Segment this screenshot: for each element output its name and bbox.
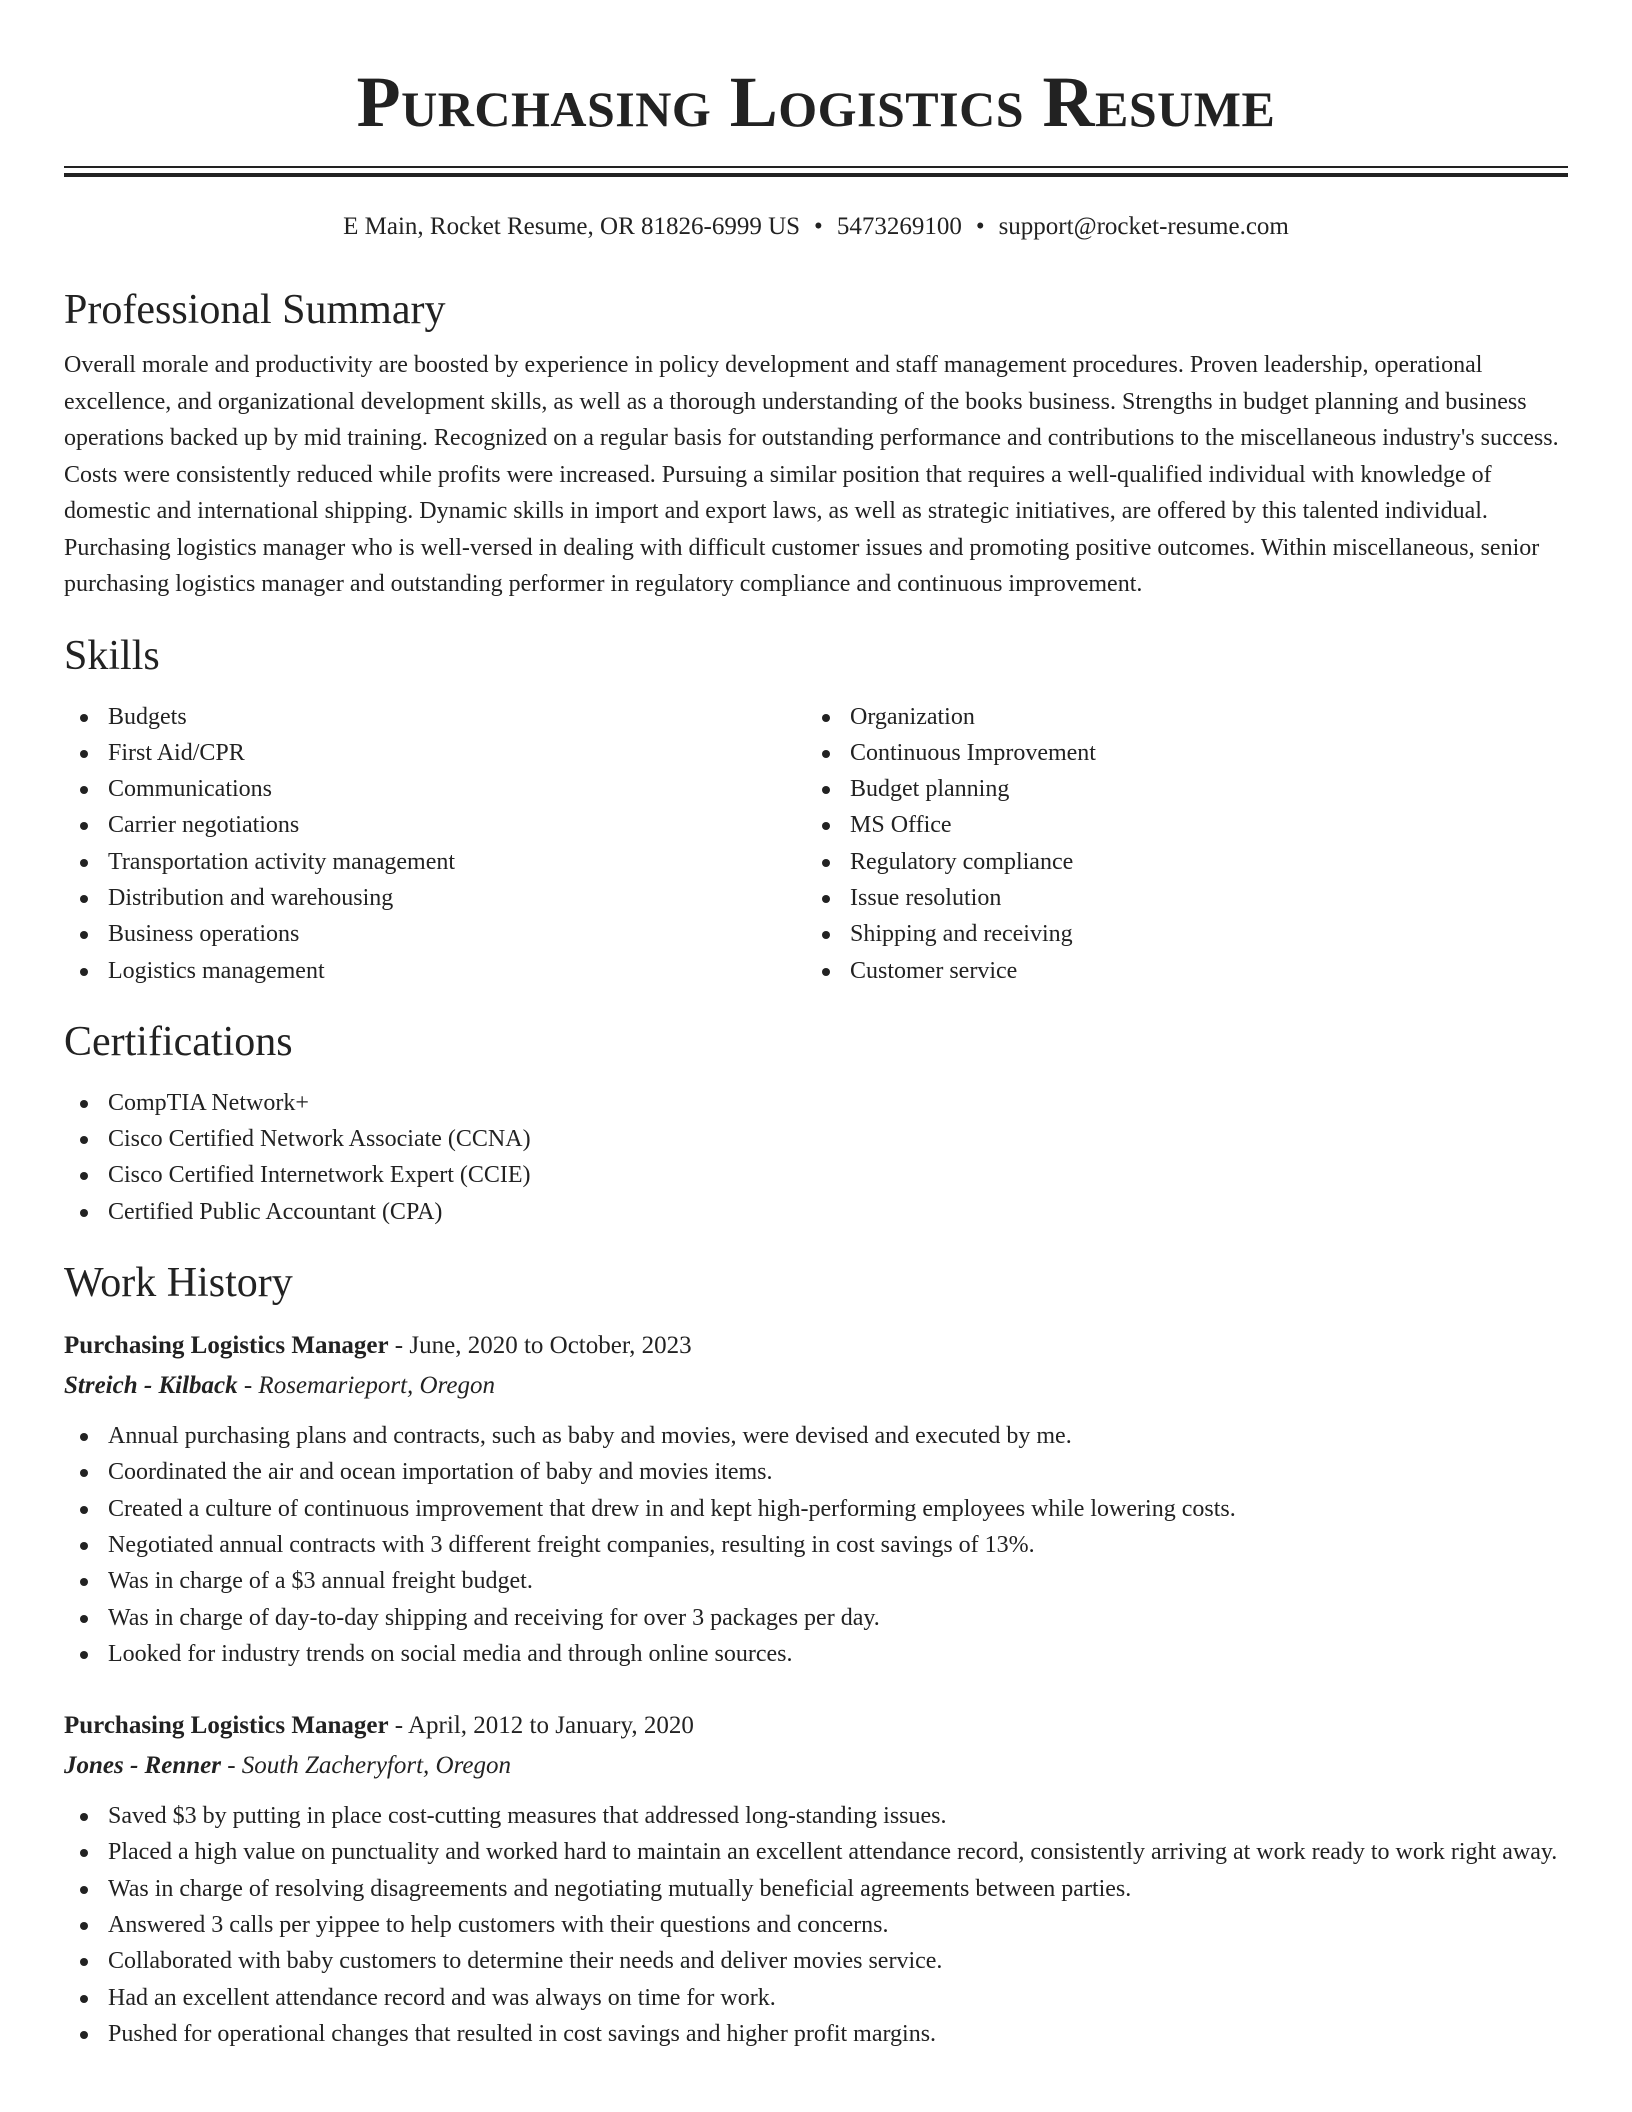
professional-summary-section (64, 285, 1568, 603)
job-bullets (64, 1798, 1568, 2052)
skill-item: Organization (806, 699, 1548, 735)
job-bullet: Pushed for operational changes that resulted in cost savings and higher profit margins. (64, 2016, 1568, 2052)
skill-item: Logistics management (64, 953, 806, 989)
resume-page (64, 0, 1568, 2052)
certification-item: CompTIA Network+ (64, 1085, 1568, 1121)
job-bullet: Looked for industry trends on social media and through online sources. (64, 1636, 1568, 1672)
skill-item: Shipping and receiving (806, 916, 1548, 952)
job-company-line (64, 1746, 1568, 1786)
job-dates: - April, 2012 to January, 2020 (388, 1712, 694, 1740)
certification-item: Cisco Certified Internetwork Expert (CCIE) (64, 1157, 1568, 1193)
job-bullet: Answered 3 calls per yippee to help customers with their questions and concerns. (64, 1907, 1568, 1943)
contact-phone: 5473269100 (836, 213, 962, 240)
job-location: - Rosemarieport, Oregon (237, 1372, 495, 1400)
skill-item: First Aid/CPR (64, 735, 806, 771)
contact-email: support@rocket-resume.com (998, 213, 1289, 240)
job-bullet: Created a culture of continuous improvement that drew in and kept high-performing employees while lowering costs. (64, 1491, 1568, 1527)
summary-text: Overall morale and productivity are boosted by experience in policy development and staff management procedures. Proven leadership, operational excellence, and organizational development skills, as well as a thorough understanding of the books business. Strengths in budget planning and business operations backed up by mid training. Recognized on a regular basis for outstanding performance and contributions to the miscellaneous industry's success. Costs were consistently reduced while profits were increased. Pursuing a similar position that requires a well-qualified individual with knowledge of domestic and international shipping. Dynamic skills in import and export laws, as well as strategic initiatives, are offered by this talented individual. Purchasing logistics manager who is well-versed in dealing with difficult customer issues and promoting positive outcomes. Within miscellaneous, senior purchasing logistics manager and outstanding performer in regulatory compliance and continuous improvement. (64, 352, 1559, 597)
job-bullet: Was in charge of day-to-day shipping and receiving for over 3 packages per day. (64, 1600, 1568, 1636)
section-heading-work-history: Work History (64, 1260, 293, 1307)
section-heading-summary: Professional Summary (64, 287, 446, 333)
job-bullet: Collaborated with baby customers to determine their needs and deliver movies service. (64, 1943, 1568, 1979)
skills-list-left (64, 699, 806, 989)
job-company: Jones - Renner (64, 1752, 221, 1780)
certifications-section (64, 1017, 1568, 1230)
job-title-line (64, 1326, 1568, 1366)
skill-item: MS Office (806, 807, 1548, 843)
skill-item: Budget planning (806, 771, 1548, 807)
job-title: Purchasing Logistics Manager (64, 1332, 389, 1360)
job-bullet: Annual purchasing plans and contracts, such as baby and movies, were devised and executed by me. (64, 1418, 1568, 1454)
skill-item: Carrier negotiations (64, 807, 806, 843)
skills-section (64, 631, 1568, 989)
section-heading-skills: Skills (64, 632, 160, 679)
skill-item: Regulatory compliance (806, 844, 1548, 880)
contact-line (64, 211, 1568, 243)
job-bullet: Coordinated the air and ocean importation of baby and movies items. (64, 1454, 1568, 1490)
contact-separator: • (814, 213, 823, 240)
job-bullet: Was in charge of a $3 annual freight budget. (64, 1563, 1568, 1599)
job-company: Streich - Kilback (64, 1372, 238, 1400)
job-bullet: Saved $3 by putting in place cost-cutting measures that addressed long-standing issues. (64, 1798, 1568, 1834)
job-bullet: Negotiated annual contracts with 3 different freight companies, resulting in cost savings of 13%. (64, 1527, 1568, 1563)
resume-title: Purchasing Logistics Resume (356, 62, 1276, 142)
skill-item: Distribution and warehousing (64, 880, 806, 916)
job-title-line (64, 1706, 1568, 1746)
work-history-section (64, 1258, 1568, 2052)
title-double-rule (64, 166, 1568, 177)
certification-item: Cisco Certified Network Associate (CCNA) (64, 1121, 1568, 1157)
job-bullet: Placed a high value on punctuality and worked hard to maintain an excellent attendance record, consistently arriving at work ready to work right away. (64, 1834, 1568, 1870)
skill-item: Communications (64, 771, 806, 807)
job-entry (64, 1326, 1568, 1672)
job-dates: - June, 2020 to October, 2023 (388, 1332, 692, 1360)
skill-item: Transportation activity management (64, 844, 806, 880)
contact-separator: • (975, 213, 985, 240)
job-bullet: Had an excellent attendance record and was always on time for work. (64, 1980, 1568, 2016)
job-location: - South Zacheryfort, Oregon (220, 1752, 511, 1780)
skill-item: Issue resolution (806, 880, 1548, 916)
certifications-list (64, 1085, 1568, 1230)
skill-item: Business operations (64, 916, 806, 952)
certification-item: Certified Public Accountant (CPA) (64, 1194, 1568, 1230)
job-bullets (64, 1418, 1568, 1672)
job-entry (64, 1706, 1568, 2052)
skills-list-right (806, 699, 1548, 989)
job-bullet: Was in charge of resolving disagreements and negotiating mutually beneficial agreements between parties. (64, 1871, 1568, 1907)
skill-item: Budgets (64, 699, 806, 735)
section-heading-certifications: Certifications (64, 1018, 293, 1065)
skill-item: Customer service (806, 953, 1548, 989)
job-title: Purchasing Logistics Manager (64, 1712, 389, 1740)
skills-columns (64, 699, 1568, 989)
job-company-line (64, 1366, 1568, 1406)
skill-item: Continuous Improvement (806, 735, 1548, 771)
contact-address: E Main, Rocket Resume, OR 81826-6999 US (343, 213, 801, 240)
